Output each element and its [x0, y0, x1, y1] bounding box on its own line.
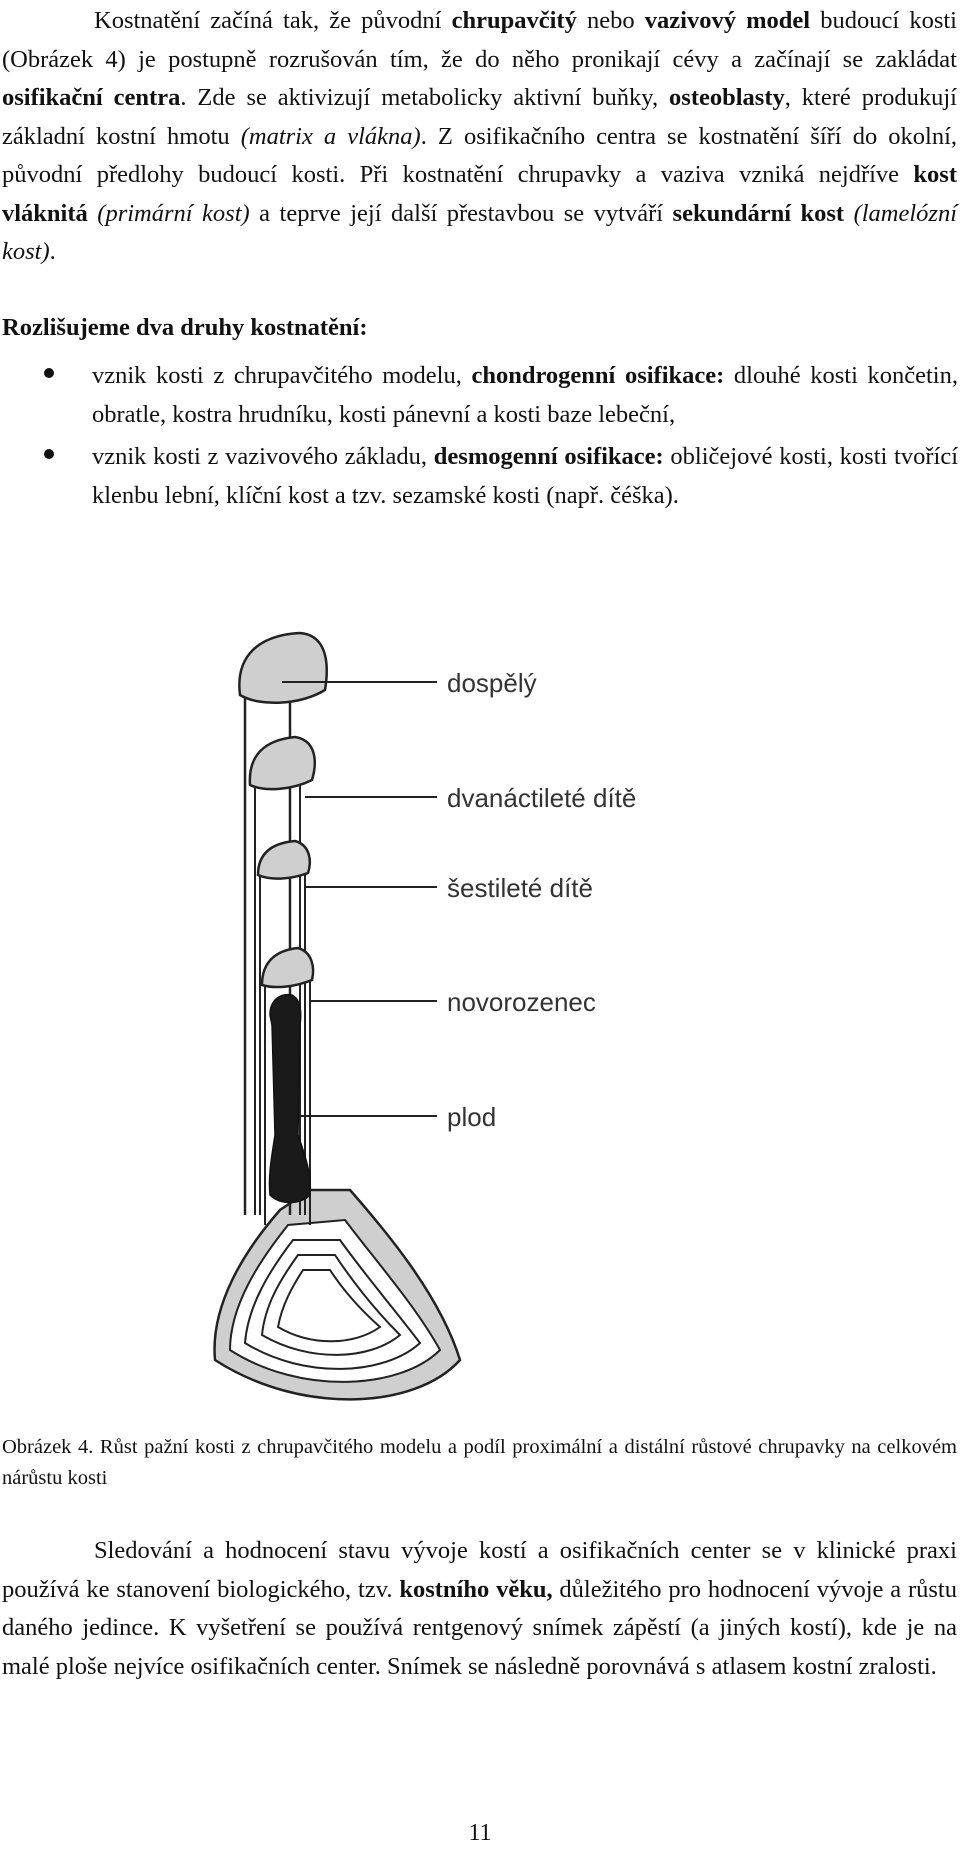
bold-term: kostního věku, [399, 1575, 553, 1603]
bold-term: sekundární kost [672, 199, 845, 227]
text-run: Sledování a hodnocení stavu vývoje kostí a osifikačních center se v klinické praxi používá ke stanovení biologického, tzv. [2, 1537, 957, 1603]
paragraph-ossification-intro [2, 2, 957, 272]
text-run: Kostnatění začíná tak, že původní [94, 7, 452, 34]
label-six-year-old: šestileté dítě [447, 873, 593, 903]
text-run: vznik kosti z vazivového základu, [92, 443, 434, 470]
text-run: nebo [576, 7, 645, 34]
label-twelve-year-old: dvanáctileté dítě [447, 783, 637, 813]
bold-term: osteoblasty [669, 84, 785, 111]
label-adult: dospělý [447, 668, 537, 698]
proximal-cartilage-newborn [262, 948, 313, 987]
text-run: vznik kosti z chrupavčitého modelu, [92, 362, 472, 389]
bone-growth-figure [200, 615, 760, 1420]
proximal-cartilage-12y [250, 737, 315, 789]
italic-term: (lamelózní kost) [2, 199, 958, 265]
text-run: . Z osifikačního centra se kostnatění šíří do okolní, původní předlohy budoucí kosti. Při kostnatění chrupavky a vaziva vzniká nejdříve [2, 122, 958, 188]
text-run: důležitého pro hodnocení vývoje a růstu daného jedince. K vyšetření se používá rentgenový snímek zápěstí (a jiných kostí), kde je na malé ploše nejvíce osifikačních center. Snímek se následně porovnává s atlasem kostní zralosti. [2, 1575, 957, 1680]
paragraph-bone-age [2, 1532, 957, 1686]
page-number: 11 [468, 1820, 492, 1846]
ossification-types-list [0, 357, 958, 519]
italic-term: (primární kost) [97, 199, 250, 227]
bold-term: kost vláknitá [2, 161, 957, 227]
proximal-cartilage-6y [258, 841, 310, 879]
section-heading: Rozlišujeme dva druhy kostnatění: [2, 314, 368, 341]
figure-caption: Obrázek 4. Růst pažní kosti z chrupavčitého modelu a podíl proximální a distální růstové chrupavky na celkovém nárůstu kosti [2, 1436, 957, 1489]
text-run: budoucí kosti (Obrázek 4) je postupně rozrušován tím, že do něho pronikají cévy a začínají se zakládat [2, 7, 957, 73]
text-run [844, 200, 854, 227]
label-newborn: novorozenec [447, 987, 596, 1017]
text-run: a teprve její další přestavbou se vytváří [249, 199, 673, 227]
text-run: dlouhé kosti končetin, obratle, kostra hrudníku, kosti pánevní a kosti baze lebeční, [92, 362, 958, 428]
bullet-icon [44, 368, 54, 378]
text-run [88, 200, 98, 227]
bold-term: osifikační centra [2, 84, 181, 111]
list-item [0, 438, 958, 515]
proximal-cartilage-adult [239, 633, 326, 703]
text-run: . Zde se aktivizují metabolicky aktivní buňky, [180, 84, 670, 111]
italic-term: (matrix a vlákna) [240, 122, 421, 150]
humerus-growth-illustration [200, 615, 760, 1420]
bold-term: vazivový model [644, 7, 811, 34]
text-run: obličejové kosti, kosti tvořící klenbu lební, klíční kost a tzv. sezamské kosti (např. čéška). [92, 443, 958, 509]
list-item [0, 357, 958, 434]
bullet-icon [44, 449, 54, 459]
label-fetus: plod [447, 1102, 497, 1132]
bold-term: chondrogenní osifikace: [471, 362, 725, 389]
text-run: , které produkují základní kostní hmotu [2, 84, 957, 150]
bold-term: chrupavčitý [451, 7, 577, 34]
text-run: . [49, 238, 56, 265]
bold-term: desmogenní osifikace: [433, 443, 664, 470]
